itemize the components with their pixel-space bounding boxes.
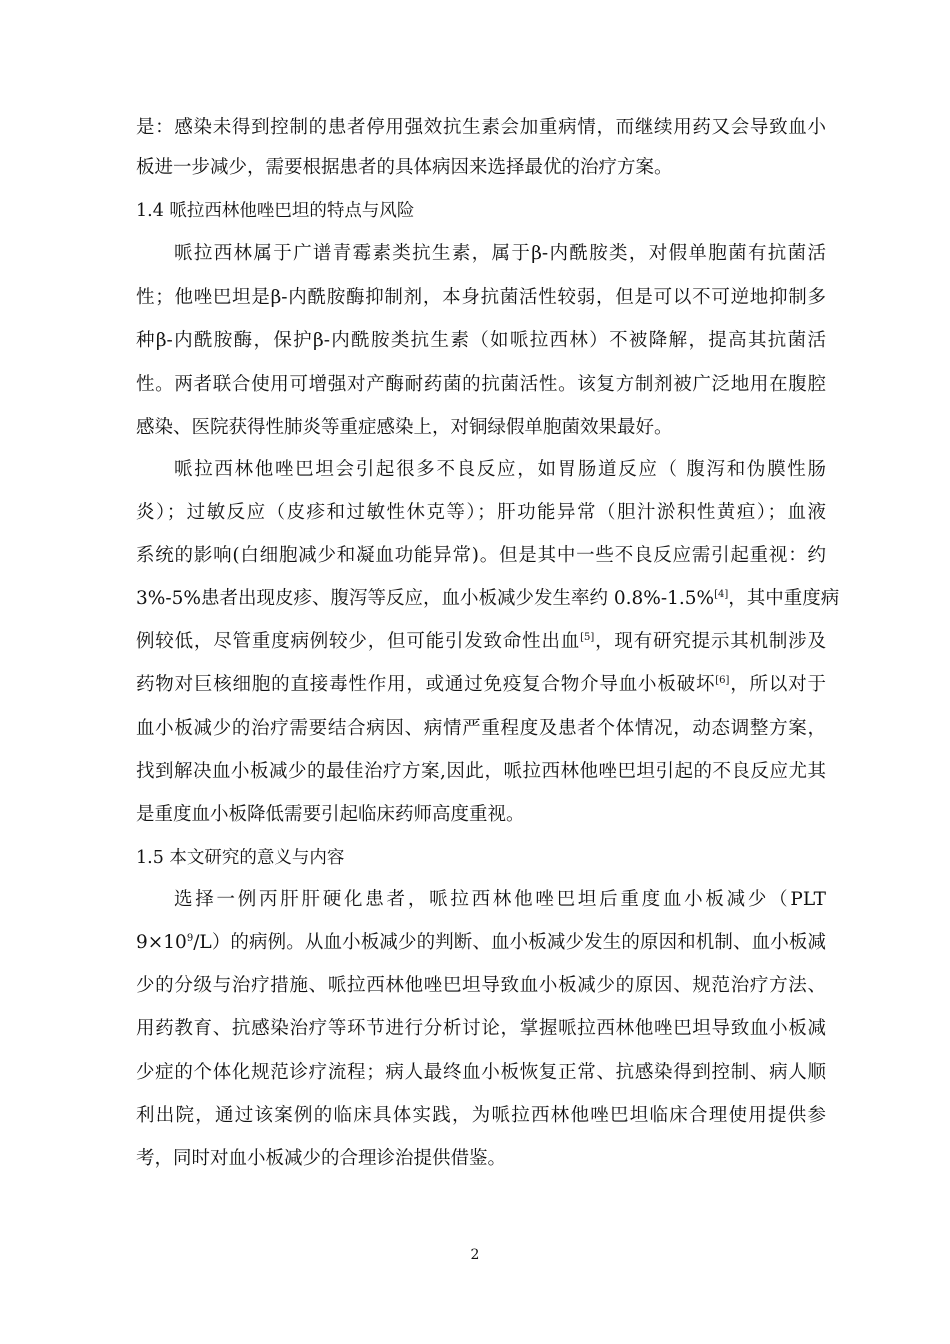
line-text: 药物对巨核细胞的直接毒性作用，或通过免疫复合物介导血小板破坏 (136, 674, 716, 695)
line-text: 1.4 哌拉西林他唑巴坦的特点与风险 (136, 201, 415, 221)
line-text-continued: ，其中重度病 (728, 588, 840, 609)
text-line (136, 1143, 826, 1175)
line-text: 性。两者联合使用可增强对产酶耐药菌的抗菌活性。该复方制剂被广泛地用在腹腔 (136, 374, 826, 395)
line-text: 例较低，尽管重度病例较少，但可能引发致命性出血 (136, 631, 581, 652)
line-text: 哌拉西林他唑巴坦会引起很多不良反应，如胃肠道反应（ 腹泻和伪膜性肠 (174, 459, 826, 480)
line-text: 利出院，通过该案例的临床具体实践，为哌拉西林他唑巴坦临床合理使用提供参 (136, 1105, 826, 1126)
line-text: 是：感染未得到控制的患者停用强效抗生素会加重病情，而继续用药又会导致血小 (136, 117, 826, 138)
text-line (136, 1057, 826, 1089)
text-line (136, 412, 826, 444)
citation-superscript: [4] (714, 589, 729, 600)
text-line (136, 799, 826, 831)
text-line (136, 325, 826, 357)
text-line (136, 152, 826, 184)
text-line (136, 112, 826, 144)
line-text: 哌拉西林属于广谱青霉素类抗生素，属于β-内酰胺类，对假单胞菌有抗菌活 (174, 243, 826, 264)
text-line (136, 1013, 826, 1045)
text-line (174, 454, 826, 486)
section-heading (136, 195, 826, 227)
line-text: 是重度血小板降低需要引起临床药师高度重视。 (136, 804, 525, 825)
text-line (136, 583, 840, 615)
citation-superscript: [6] (715, 675, 730, 686)
text-line (136, 369, 826, 401)
line-text: 感染、医院获得性肺炎等重症感染上，对铜绿假单胞菌效果最好。 (136, 417, 673, 438)
line-text: 板进一步减少，需要根据患者的具体病因来选择最优的治疗方案。 (136, 157, 673, 178)
text-line (174, 238, 826, 270)
text-line (136, 540, 826, 572)
line-text: 少的分级与治疗措施、哌拉西林他唑巴坦导致血小板减少的原因、规范治疗方法、 (136, 975, 826, 996)
line-text: 炎）；过敏反应（皮疹和过敏性休克等）；肝功能异常（胆汁淤积性黄疸）；血液 (136, 502, 826, 523)
text-line (136, 282, 826, 314)
section-heading (136, 842, 826, 874)
line-text: 找到解决血小板减少的最佳治疗方案,因此，哌拉西林他唑巴坦引起的不良反应尤其 (136, 761, 826, 782)
line-text: 3%-5%患者出现皮疹、腹泻等反应，血小板减少发生率约 0.8%-1.5% (136, 588, 715, 609)
citation-superscript: 9 (186, 933, 194, 944)
page-number: 2 (470, 1247, 480, 1263)
line-text: 考，同时对血小板减少的合理诊治提供借鉴。 (136, 1148, 507, 1169)
line-text: 1.5 本文研究的意义与内容 (136, 848, 345, 868)
line-text: 种β-内酰胺酶，保护β-内酰胺类抗生素（如哌拉西林）不被降解，提高其抗菌活 (136, 330, 826, 351)
line-text: 系统的影响(白细胞减少和凝血功能异常)。但是其中一些不良反应需引起重视：约 (136, 545, 826, 566)
line-text: 用药教育、抗感染治疗等环节进行分析讨论，掌握哌拉西林他唑巴坦导致血小板减 (136, 1018, 826, 1039)
line-text-continued: ，现有研究提示其机制涉及 (594, 631, 826, 652)
line-text: 少症的个体化规范诊疗流程；病人最终血小板恢复正常、抗感染得到控制、病人顺 (136, 1062, 826, 1083)
line-text: 9×10 (136, 932, 187, 953)
text-line (174, 884, 826, 916)
text-line (136, 669, 826, 701)
text-line (136, 713, 826, 745)
text-line (136, 927, 826, 959)
line-text-continued: ，所以对于 (729, 674, 826, 695)
line-text: 性；他唑巴坦是β-内酰胺酶抑制剂，本身抗菌活性较弱，但是可以不可逆地抑制多 (136, 287, 826, 308)
citation-superscript: [5] (580, 632, 595, 643)
text-line (136, 1100, 826, 1132)
line-text: 血小板减少的治疗需要结合病因、病情严重程度及患者个体情况，动态调整方案， (136, 718, 826, 739)
text-line (136, 626, 826, 658)
line-text-continued: /L）的病例。从血小板减少的判断、血小板减少发生的原因和机制、血小板减 (193, 932, 826, 953)
text-line (136, 497, 826, 529)
line-text: 选择一例丙肝肝硬化患者，哌拉西林他唑巴坦后重度血小板减少（PLT (174, 889, 826, 910)
text-line (136, 756, 826, 788)
text-line (136, 970, 826, 1002)
